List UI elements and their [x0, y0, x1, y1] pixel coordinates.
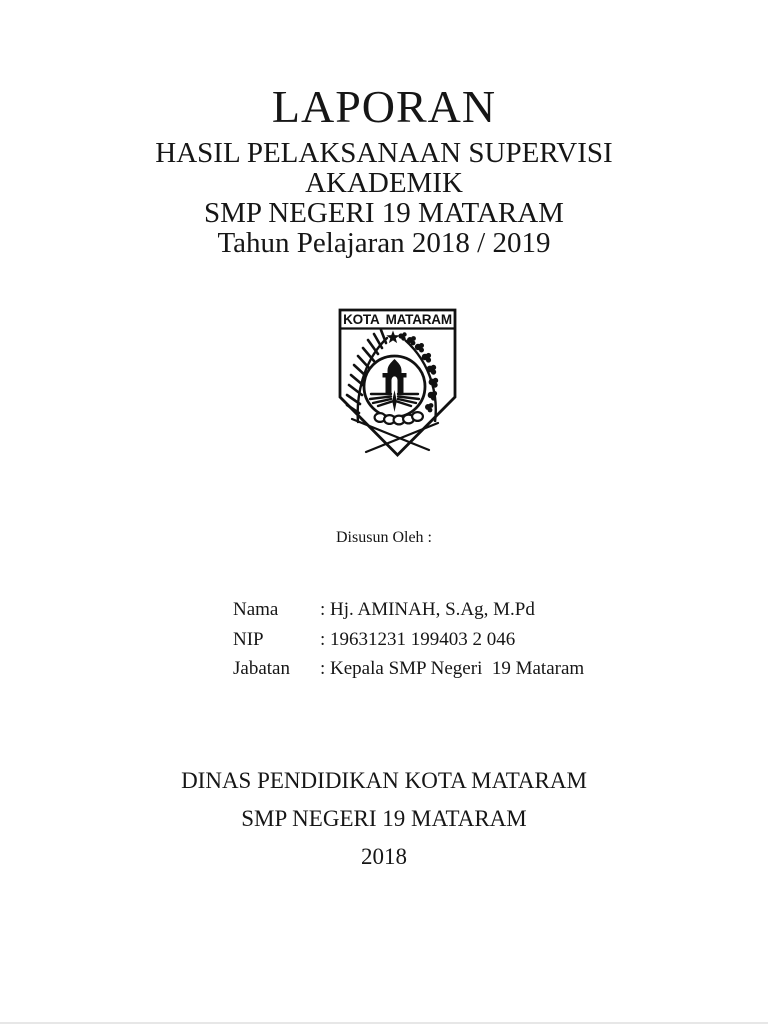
page-subtitle: [0, 138, 768, 258]
byline-heading: Disusun Oleh :: [336, 529, 432, 546]
subtitle-line-2: AKADEMIK: [305, 167, 463, 199]
detail-value: : 19631231 199403 2 046: [320, 628, 516, 650]
detail-row-nip: [233, 625, 584, 655]
logo-banner-label: KOTA MATARAM: [343, 312, 452, 327]
footer-line-1: DINAS PENDIDIKAN KOTA MATARAM: [181, 768, 587, 793]
detail-row-nama: [233, 595, 584, 625]
detail-value: : Kepala SMP Negeri 19 Mataram: [320, 658, 585, 680]
detail-label: NIP: [233, 628, 264, 650]
author-details: [233, 595, 584, 684]
detail-label: Jabatan: [233, 658, 290, 680]
subtitle-line-1: HASIL PELAKSANAAN SUPERVISI: [155, 137, 613, 169]
detail-value: : Hj. AMINAH, S.Ag, M.Pd: [320, 599, 535, 620]
subtitle-line-4: Tahun Pelajaran 2018 / 2019: [217, 227, 551, 259]
kota-mataram-emblem-drawing: [337, 307, 458, 458]
page-title: LAPORAN: [271, 81, 497, 132]
footer-line-3: 2018: [361, 844, 407, 869]
detail-row-jabatan: [233, 654, 584, 684]
page-footer: [0, 762, 768, 876]
kota-mataram-logo: [337, 307, 458, 458]
detail-label: Nama: [233, 599, 279, 620]
subtitle-line-3: SMP NEGERI 19 MATARAM: [204, 197, 564, 229]
footer-line-2: SMP NEGERI 19 MATARAM: [241, 806, 527, 831]
